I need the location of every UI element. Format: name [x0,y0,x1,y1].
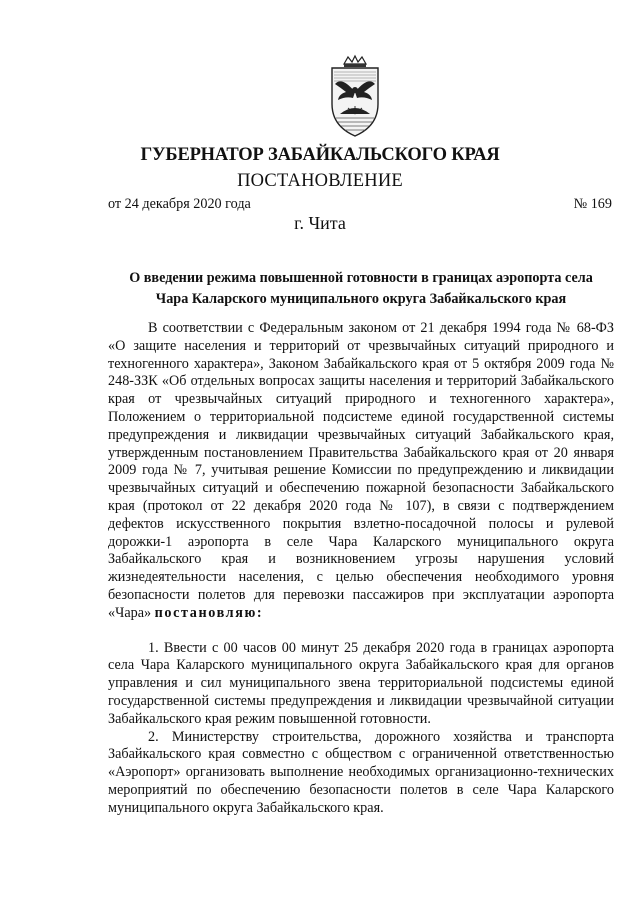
title-line: Чара Каларского муниципального округа Забайкальского края [155,291,567,307]
preamble-text: В соответствии с Федеральным законом от 21 декабря 1994 года № 68-ФЗ «О защите населения и территорий от чрезвычайных ситуаций природного и техногенного характера», Законом Забайкальского края от 5 октября 2009 года № 248-ЗЗК «Об отдельных вопросах защиты населения и территорий Забайкальского края от чрезвычайных ситуаций природного и техногенного характера», Положением о территориальной подсистеме единой государственной системы предупреждения и ликвидации чрезвычайных ситуаций Забайкальского края, утвержденным постановлением Правительства Забайкальского края от 20 января 2009 года № 7, учитывая решение Комиссии по предупреждению и ликвидации чрезвычайных ситуаций и обеспечению пожарной безопасности Забайкальского края (протокол от 22 декабря 2020 года № 107), в связи с подтверждением дефектов искусственного покрытия взлетно-посадочной полосы и рулевой дорожки-1 аэропорта в селе Чара Каларского муниципального округа Забайкальского края и возникновением угрозы нарушения условий жизнедеятельности населения, с целью обеспечения необходимого уровня безопасности полетов для перевозки пассажиров при эксплуатации аэропорта «Чара» [108,320,614,621]
document-type: ПОСТАНОВЛЕНИЕ [237,171,403,191]
coat-of-arms-icon [326,54,384,138]
preamble-paragraph [108,320,614,623]
authority-title: ГУБЕРНАТОР ЗАБАЙКАЛЬСКОГО КРАЯ [140,145,500,165]
decree-word: постановляю: [154,604,264,621]
document-city: г. Чита [294,213,346,233]
document-body [108,320,614,818]
document-title [108,268,614,310]
title-line: О введении режима повышенной готовности в границах аэропорта села [129,270,593,286]
clause-paragraph: 2. Министерству строительства, дорожного хозяйства и транспорта Забайкальского края совместно с обществом с ограниченной ответственностью «Аэропорт» организовать выполнение необходимых организационно-технических мероприятий по обеспечению безопасности полетов в селе Чара Каларского муниципального округа Забайкальского края. [108,728,614,816]
document-number: № 169 [573,196,612,212]
clause-paragraph: 1. Ввести с 00 часов 00 минут 25 декабря 2020 года в границах аэропорта села Чара Каларского муниципального округа Забайкальского края для органов управления и сил муниципального звена территориальной подсистемы единой государственной системы предупреждения и ликвидации чрезвычайной ситуации Забайкальского края режим повышенной готовности. [108,639,614,727]
document-date: от 24 декабря 2020 года [108,196,251,212]
